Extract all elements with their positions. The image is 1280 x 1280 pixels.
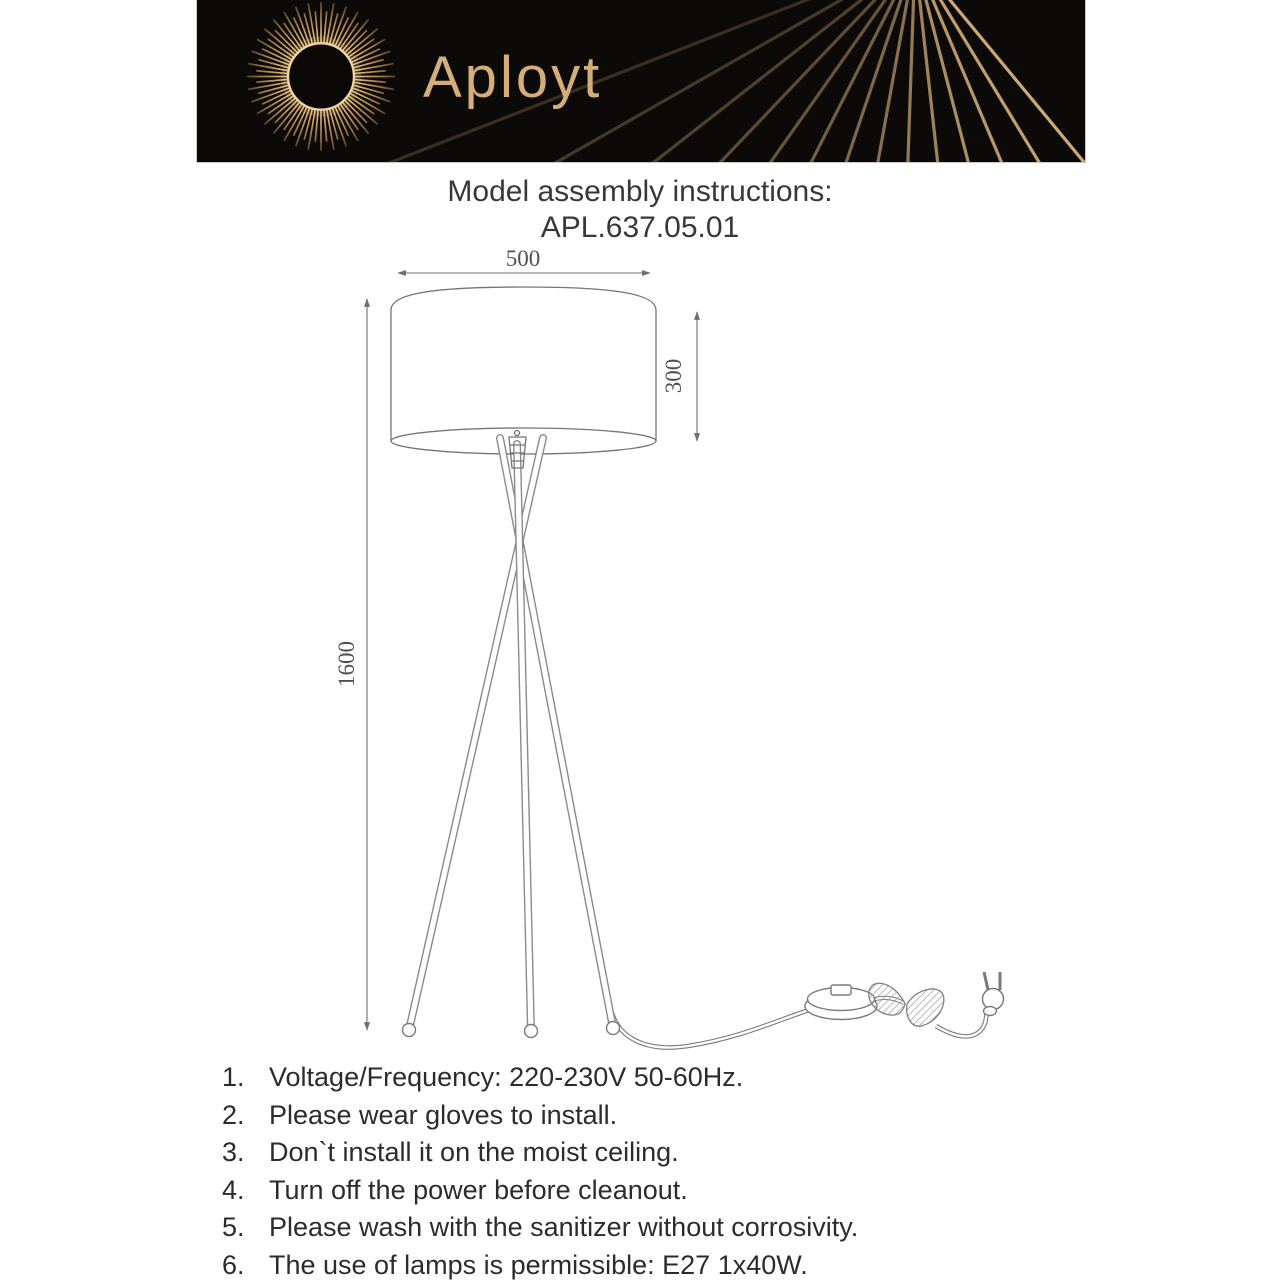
item-text: The use of lamps is permissible: E27 1x40W. (269, 1249, 808, 1280)
item-text: Voltage/Frequency: 220-230V 50-60Hz. (269, 1062, 744, 1092)
dim-width (398, 246, 650, 273)
list-item (222, 1247, 1082, 1280)
power-plug-icon (983, 972, 1004, 1016)
item-number: 5. (222, 1212, 245, 1242)
list-item (222, 1059, 1082, 1097)
list-item (222, 1172, 1082, 1210)
dim-shade-height (661, 312, 697, 441)
item-number: 2. (222, 1099, 245, 1130)
item-number: 6. (222, 1249, 245, 1280)
lamp-shade (391, 287, 656, 454)
item-number: 1. (222, 1062, 245, 1092)
leg-feet (403, 1022, 620, 1038)
dim-width-label: 500 (505, 246, 541, 271)
dim-total-height-label: 1600 (334, 641, 359, 687)
brand-logo-text: Aployt (423, 45, 603, 110)
dim-total-height (334, 299, 367, 1030)
dim-shade-height-label: 300 (661, 358, 686, 394)
list-item (222, 1097, 1082, 1135)
foot-switch-icon (805, 985, 877, 1020)
instructions-list (222, 1059, 1082, 1280)
tripod-legs (403, 431, 620, 1038)
page-title: Model assembly instructions: (447, 175, 833, 208)
model-number: APL.637.05.01 (540, 211, 740, 244)
list-item (222, 1134, 1082, 1172)
item-number: 4. (222, 1174, 245, 1205)
item-text: Please wash with the sanitizer without corrosivity. (269, 1212, 859, 1242)
item-text: Don`t install it on the moist ceiling. (269, 1137, 679, 1167)
item-text: Turn off the power before cleanout. (269, 1174, 688, 1205)
item-text: Please wear gloves to install. (269, 1099, 618, 1130)
cord-coil-icon (869, 983, 944, 1026)
list-item (222, 1209, 1082, 1247)
item-number: 3. (222, 1137, 245, 1167)
